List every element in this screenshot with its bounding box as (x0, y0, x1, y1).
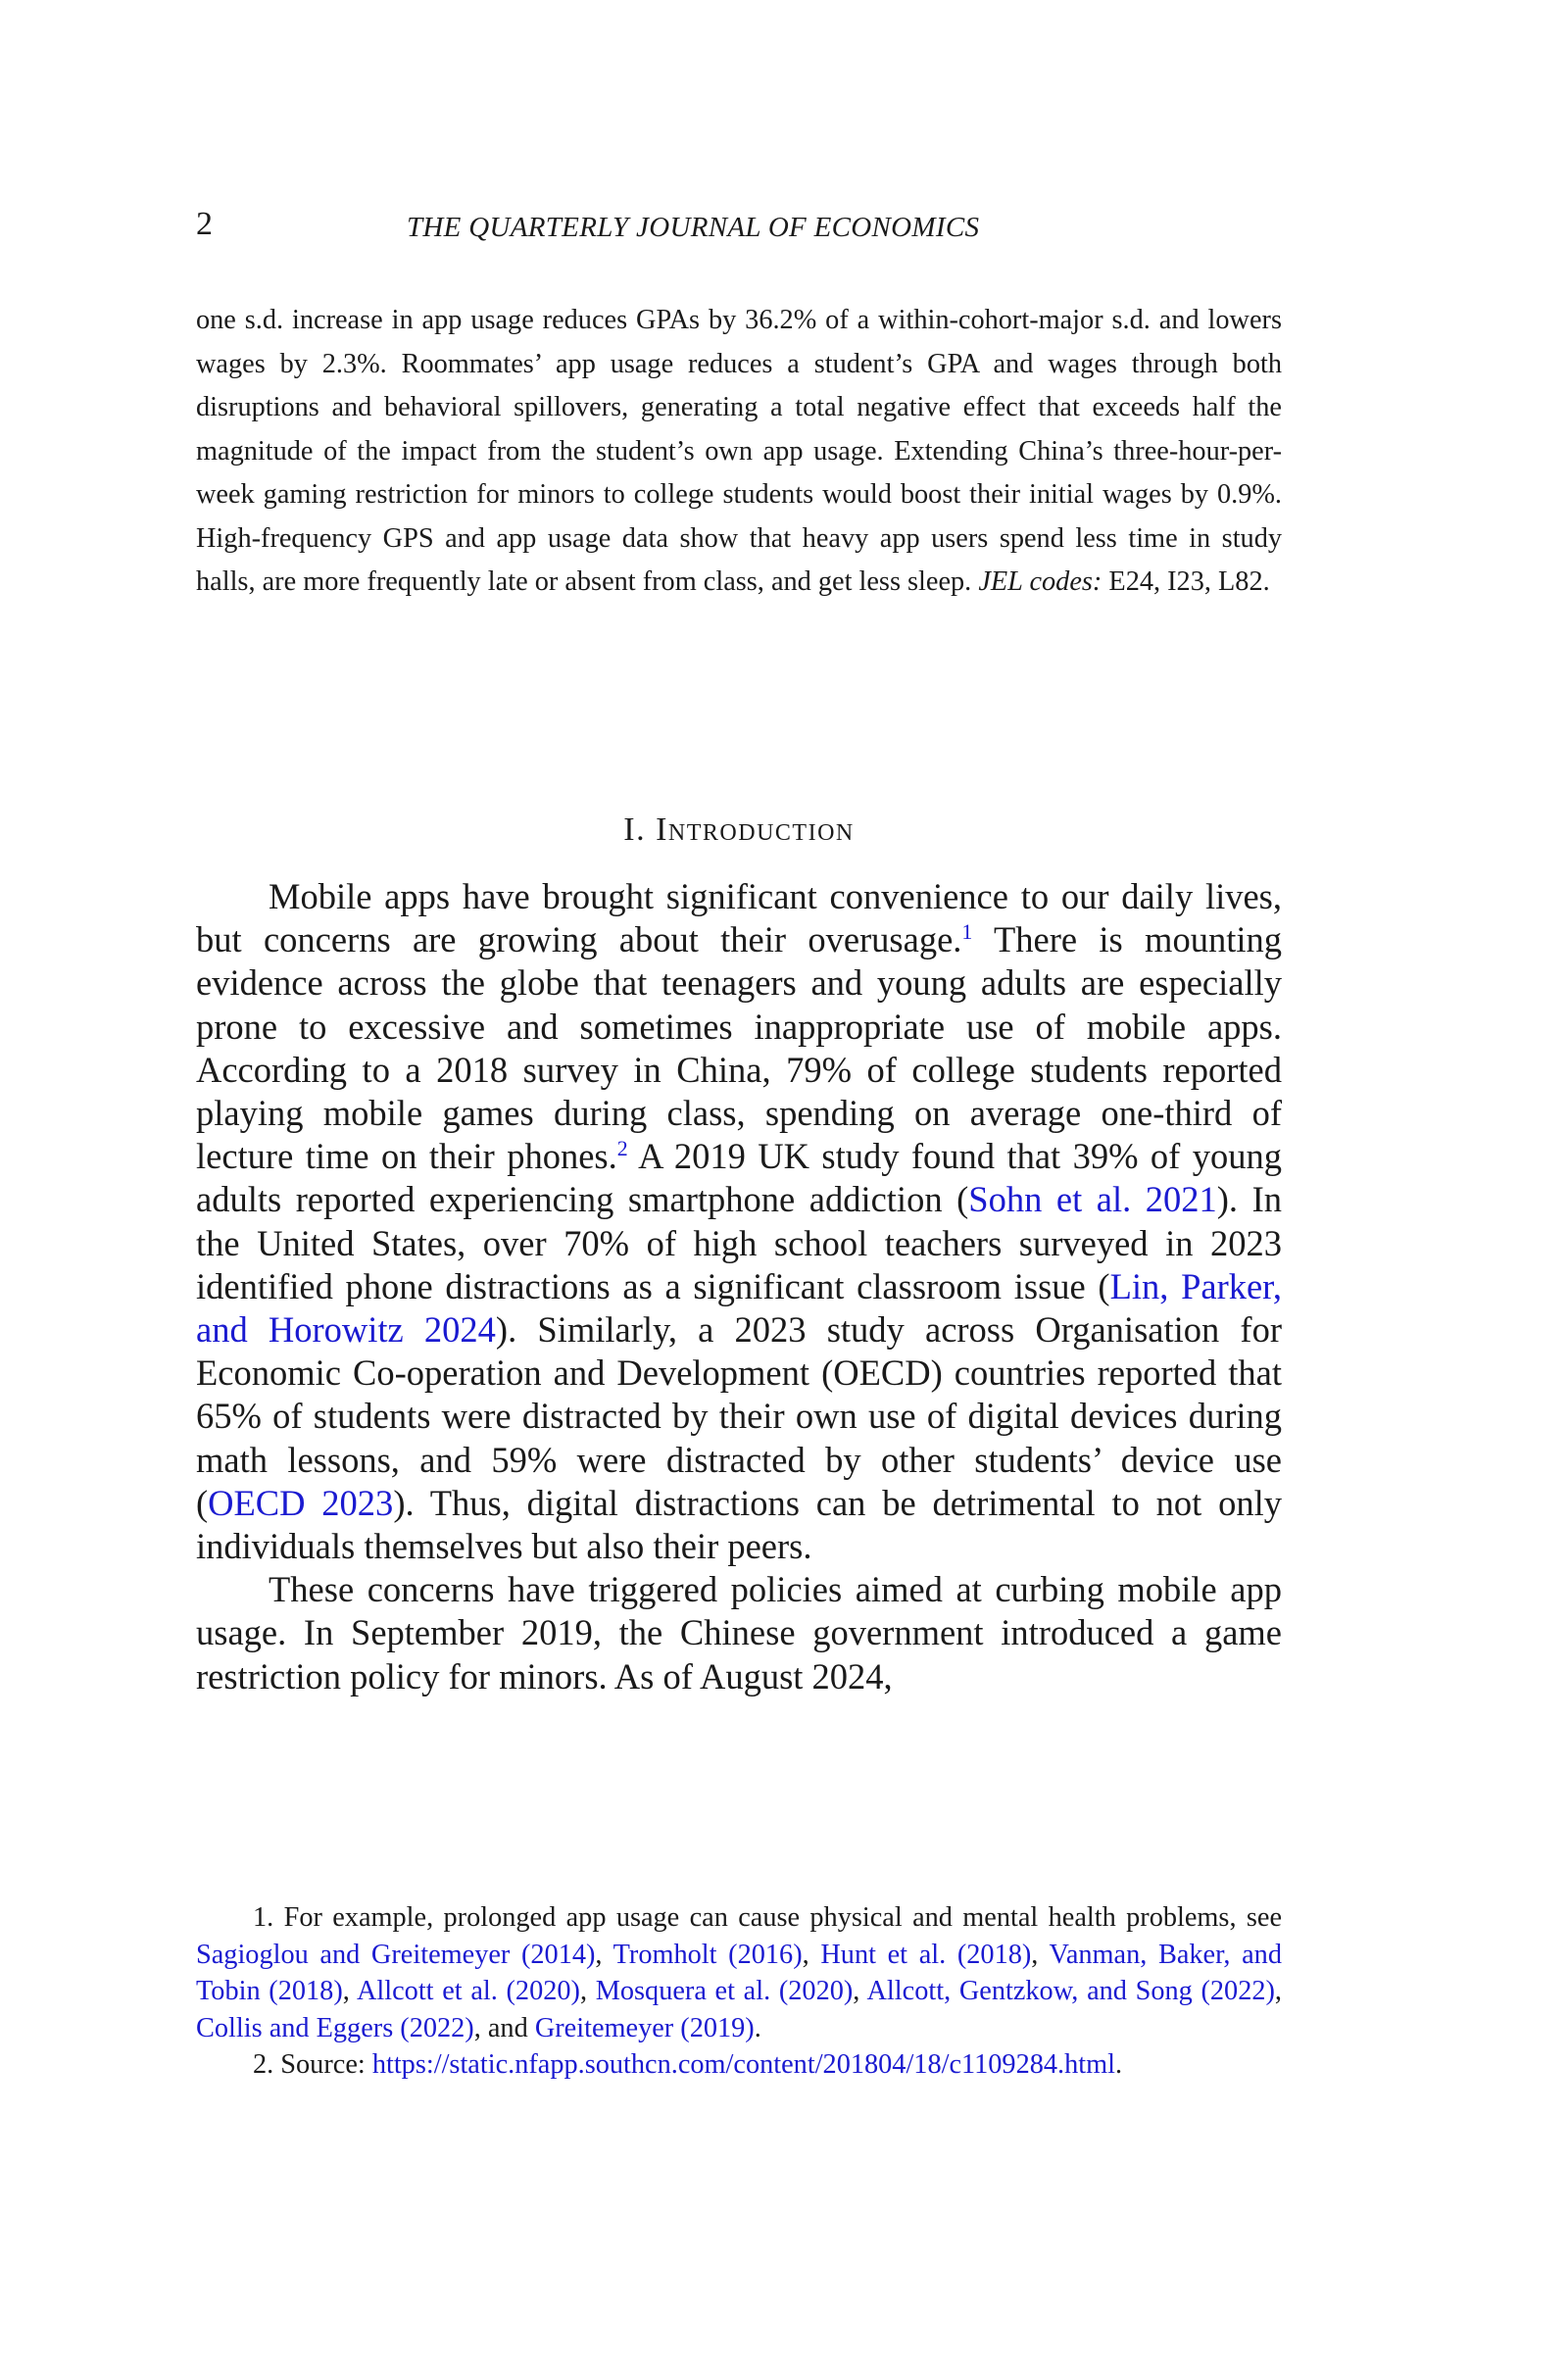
footnote-text: 1. For example, prolonged app usage can cause physical and mental health problems, see (253, 1902, 1282, 1933)
citation-link[interactable]: Collis and Eggers (2022) (196, 2012, 474, 2043)
text-run: ). In the United States, over 70% of high school teachers surveyed in 2023 identified phone distractions as a significant classroom issue ( (196, 1179, 1283, 1306)
text-run: ). Similarly, a 2023 study across Organisation for Economic Co-operation and Development (OECD) countries reported that 65% of students were distracted by their own use of digital devices during math lessons, and 59% were distracted by other students’ device use ( (196, 1309, 1282, 1523)
footnote-ref-2[interactable]: 2 (616, 1136, 628, 1161)
section-heading (196, 812, 1282, 849)
citation-link[interactable]: Tromholt (2016) (612, 1939, 803, 1970)
citation-link[interactable]: Hunt et al. (2018) (820, 1939, 1032, 1970)
paragraph (196, 875, 1282, 1568)
text-run: There is mounting evidence across the globe that teenagers and young adults are especially prone to excessive and sometimes inappropriate use of mobile apps. According to a 2018 survey in China, 79% of college students reported playing mobile games during class, spending on average one-third of lecture time on their phones. (196, 919, 1282, 1177)
citation-link[interactable]: Mosquera et al. (2020) (595, 1976, 854, 2006)
paragraph: These concerns have triggered policies aimed at curbing mobile app usage. In September 2019, the Chinese government introduced a game restriction policy for minors. As of August 2024, (196, 1569, 1282, 1697)
citation-link-lin[interactable]: Lin, Parker, and Horowitz 2024 (196, 1265, 1282, 1351)
abstract-text: one s.d. increase in app usage reduces GPAs by 36.2% of a within-cohort-major s.d. and lowers wages by 2.3%. Roommates’ app usage reduces a student’s GPA and wages through both disruptions and behavioral spillovers, generating a total negative effect that exceeds half the magnitude of the impact from the student’s own app usage. Extending China’s three-hour-per-week gaming restriction for minors to college students would boost their initial wages by 0.9%. High-frequency GPS and app usage data show that heavy app users spend less time in study halls, are more frequently late or absent from class, and get less sleep. (196, 305, 1282, 597)
section-title-rest: ntroduction (667, 812, 855, 848)
abstract (196, 299, 1282, 605)
jel-codes: E24, I23, L82. (1108, 566, 1270, 597)
source-url-link[interactable]: https://static.nfapp.southcn.com/content/201804/18/c1109284.html (371, 2049, 1115, 2080)
citation-link[interactable]: Sagioglou and Greitemeyer (2014) (196, 1939, 596, 1970)
page-number: 2 (196, 206, 213, 242)
text-run: A 2019 UK study found that 39% of young adults reported experiencing smartphone addiction ( (196, 1136, 1282, 1220)
journal-title: THE QUARTERLY JOURNAL OF ECONOMICS (407, 212, 980, 243)
body-text (196, 875, 1282, 1698)
citation-link[interactable]: Allcott et al. (2020) (356, 1976, 580, 2006)
footnote-1: 1. For example, prolonged app usage can cause physical and mental health problems, see Sagioglou and Greitemeyer (2014), Tromholt (2016), Hunt et al. (2018), Vanman, Baker, and Tobin (2018), Allcott et al. (2020), Mosquera et al. (2020), Allcott, Gentzkow, and Song (2022), Collis and Eggers (2022), and Greitemeyer (2019). (196, 1902, 1282, 2043)
footnote-ref-1[interactable]: 1 (961, 919, 973, 945)
section-title-initial: I (656, 812, 668, 848)
running-head (196, 206, 1282, 255)
jel-label: JEL codes: (978, 566, 1102, 597)
citation-link[interactable]: Vanman, Baker, and Tobin (2018) (196, 1939, 1282, 2006)
citation-link[interactable]: Allcott, Gentzkow, and Song (2022) (866, 1976, 1275, 2006)
footnotes (196, 1899, 1282, 2084)
citation-link-sohn[interactable]: Sohn et al. 2021 (968, 1179, 1217, 1220)
section-number: I. (623, 812, 647, 848)
footnote-2: 2. Source: https://static.nfapp.southcn.com/content/201804/18/c1109284.html. (253, 2049, 1123, 2080)
footnote-text: and (487, 2012, 528, 2043)
citation-link-oecd[interactable]: OECD 2023 (208, 1482, 394, 1523)
footnote-text: 2. Source: (253, 2049, 372, 2080)
citation-link[interactable]: Greitemeyer (2019) (534, 2012, 755, 2043)
text-run: Mobile apps have brought significant convenience to our daily lives, but concerns are growing about their overusage. (196, 876, 1282, 960)
text-run: ). Thus, digital distractions can be detrimental to not only individuals themselves but also their peers. (196, 1482, 1282, 1567)
